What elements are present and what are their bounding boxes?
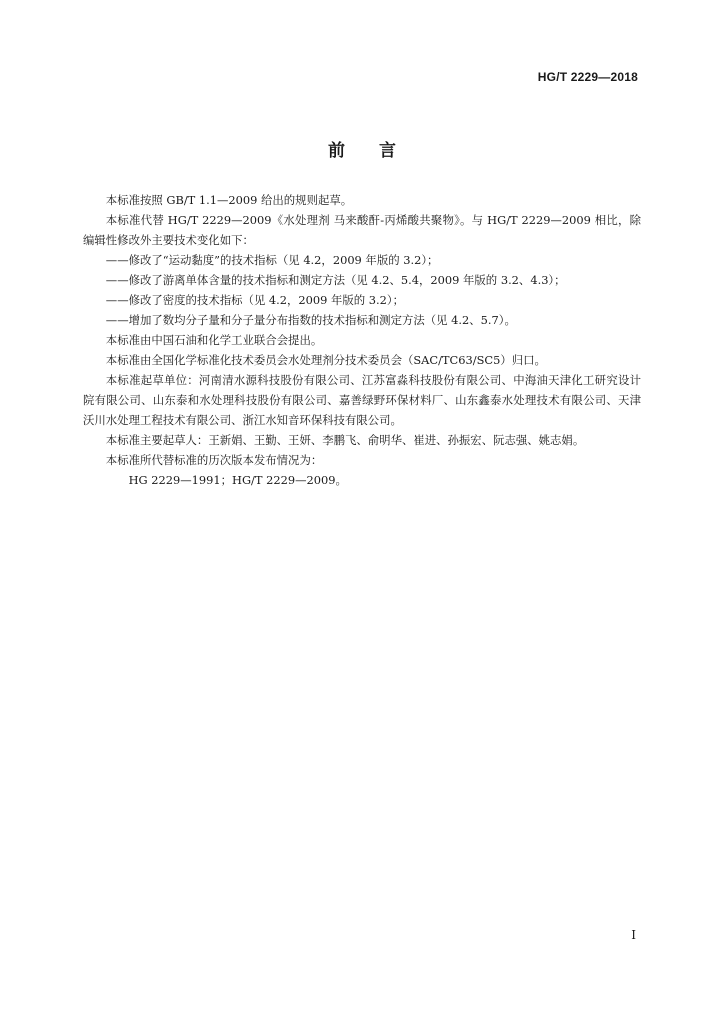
paragraph-drafters: 本标准主要起草人：王新娟、王勤、王妍、李鹏飞、俞明华、崔进、孙振宏、阮志强、姚志娟。 — [105, 433, 585, 447]
paragraph-drafting-rules: 本标准按照 GB/T 1.1—2009 给出的规则起草。 — [105, 193, 353, 207]
paragraph-replacement: 本标准代替 HG/T 2229—2009《水处理剂 马来酸酐-丙烯酸共聚物》。与 HG/T 2229—2009 相比，除编辑性修改外主要技术变化如下： — [83, 213, 641, 247]
change-item-density: ——修改了密度的技术指标（见 4.2，2009 年版的 3.2）； — [105, 293, 404, 307]
page-title: 前言 — [328, 141, 430, 161]
standard-code: HG/T 2229—2018 — [537, 70, 638, 84]
change-item-free-monomer: ——修改了游离单体含量的技术指标和测定方法（见 4.2、5.4，2009 年版的 3.2、4.3）； — [105, 273, 566, 287]
paragraph-administered-by: 本标准由全国化学标准化技术委员会水处理剂分技术委员会（SAC/TC63/SC5）归口。 — [105, 353, 546, 367]
change-item-molecular-weight: ——增加了数均分子量和分子量分布指数的技术指标和测定方法（见 4.2、5.7）。 — [105, 313, 516, 327]
page-number: I — [631, 928, 636, 942]
paragraph-proposed-by: 本标准由中国石油和化学工业联合会提出。 — [105, 333, 323, 347]
change-item-viscosity: ——修改了“运动黏度”的技术指标（见 4.2，2009 年版的 3.2）； — [105, 253, 439, 267]
paragraph-previous-editions: HG 2229—1991；HG/T 2229—2009。 — [128, 473, 347, 487]
paragraph-previous-editions-intro: 本标准所代替标准的历次版本发布情况为： — [105, 453, 323, 467]
foreword-body — [83, 190, 641, 490]
paragraph-drafting-units: 本标准起草单位：河南清水源科技股份有限公司、江苏富淼科技股份有限公司、中海油天津化工研究设计院有限公司、山东泰和水处理科技股份有限公司、嘉善绿野环保材料厂、山东鑫泰水处理技术有限公司、天津沃川水处理工程技术有限公司、浙江水知音环保科技有限公司。 — [83, 373, 641, 427]
